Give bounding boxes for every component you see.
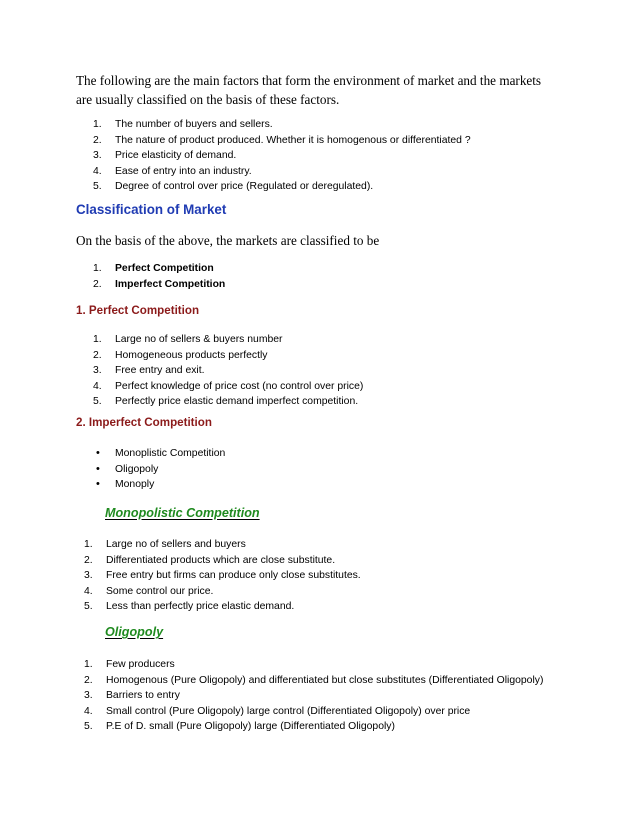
classification-text: On the basis of the above, the markets are classified to be — [76, 233, 380, 248]
perfect-competition-heading: 1. Perfect Competition — [76, 304, 200, 317]
list-item: • Monoplistic Competition — [115, 446, 225, 462]
list-item: 3. Free entry but firms can produce only close substitutes. — [84, 570, 361, 581]
oligopoly-heading: Oligopoly — [105, 625, 164, 639]
oligopoly-list — [84, 657, 544, 735]
list-item: 1. The number of buyers and sellers. — [93, 119, 273, 130]
list-item: 4. Small control (Pure Oligopoly) large control (Differentiated Oligopoly) over price — [84, 705, 471, 717]
list-item: 3. Price elasticity of demand. — [93, 150, 237, 161]
list-item: 1. Perfect Competition — [93, 263, 214, 274]
list-item: 2. Differentiated products which are close substitute. — [84, 554, 336, 566]
intro-paragraph: The following are the main factors that form the environment of market and the markets are usually classified on the basis of these factors. — [76, 73, 542, 107]
bullet-icon: • — [96, 462, 100, 475]
imperfect-competition-list — [96, 446, 226, 493]
list-item: 1. Large no of sellers & buyers number — [93, 334, 283, 345]
classification-heading: Classification of Market — [76, 202, 227, 217]
monopolistic-competition-list — [84, 537, 361, 615]
list-item: 4. Ease of entry into an industry. — [93, 165, 252, 177]
list-item: 1. Few producers — [84, 659, 175, 670]
bullet-icon: • — [96, 447, 100, 459]
list-item: 5. Perfectly price elastic demand imperfect competition. — [93, 396, 359, 407]
list-item: 3. Free entry and exit. — [93, 365, 205, 376]
monopolistic-competition-heading: Monopolistic Competition — [105, 506, 260, 520]
market-types-list — [93, 261, 226, 292]
bullet-icon: • — [96, 478, 100, 490]
list-item: 4. Perfect knowledge of price cost (no control over price) — [93, 380, 364, 392]
list-item: 5. P.E of D. small (Pure Oligopoly) large (Differentiated Oligopoly) — [84, 721, 395, 732]
list-item: 2. The nature of product produced. Whether it is homogenous or differentiated ? — [93, 134, 471, 146]
list-item: 2. Homogenous (Pure Oligopoly) and differentiated but close substitutes (Differentiated Oligopoly) — [84, 674, 544, 686]
imperfect-competition-heading: 2. Imperfect Competition — [76, 416, 212, 429]
list-item: 3. Barriers to entry — [84, 690, 180, 701]
list-item: 4. Some control our price. — [84, 585, 214, 597]
list-item: 1. Large no of sellers and buyers — [84, 539, 246, 550]
list-item: 2. Imperfect Competition — [93, 278, 226, 290]
perfect-competition-list — [93, 332, 364, 410]
list-item: 5. Less than perfectly price elastic demand. — [84, 601, 295, 612]
list-item: • Monoply — [115, 477, 225, 493]
list-item: 5. Degree of control over price (Regulated or deregulated). — [93, 181, 374, 192]
factors-list — [93, 117, 471, 195]
list-item: • Oligopoly — [115, 462, 225, 478]
list-item: 2. Homogeneous products perfectly — [93, 349, 268, 361]
